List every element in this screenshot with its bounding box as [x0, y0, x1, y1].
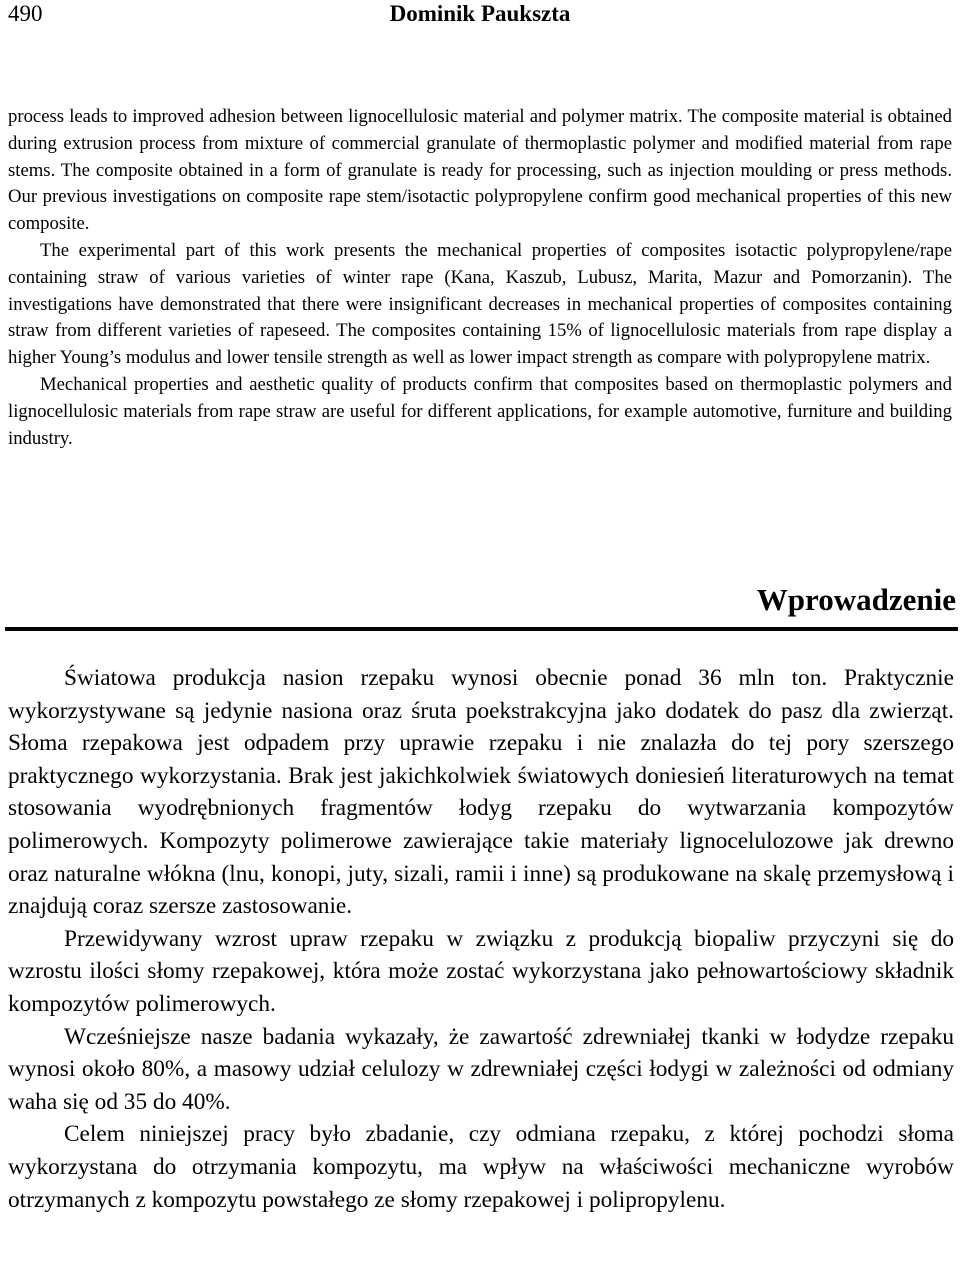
body-paragraph-3: Wcześniejsze nasze badania wykazały, że zawartość zdrewniałej tkanki w łodydze rzepaku wynosi około 80%, a masowy udział celulozy w zdrewniałej części łodygi w zależności od odmiany waha się od 35 do 40%.: [8, 1023, 954, 1115]
introduction-body: [8, 662, 954, 1216]
english-abstract: [8, 104, 952, 452]
abstract-paragraph-3: Mechanical properties and aesthetic quality of products confirm that composites based on thermoplastic polymers and lignocellulosic materials from rape straw are useful for different applications, for example automotive, furniture and building industry.: [8, 373, 952, 449]
section-heading: Wprowadzenie: [756, 582, 956, 617]
page-number: 490: [8, 1, 43, 26]
running-head-author: Dominik Paukszta: [389, 1, 571, 26]
heading-rule: [5, 627, 958, 631]
body-paragraph-2: Przewidywany wzrost upraw rzepaku w związku z produkcją biopaliw przyczyni się do wzrostu ilości słomy rzepakowej, która może zostać wykorzystana jako pełnowartościowy składnik kompozytów polimerowych.: [8, 925, 954, 1017]
body-paragraph-4: Celem niniejszej pracy było zbadanie, czy odmiana rzepaku, z której pochodzi słoma wykorzystana do otrzymania kompozytu, ma wpływ na właściwości mechaniczne wyrobów otrzymanych z kompozytu powstałego ze słomy rzepakowej i polipropylenu.: [8, 1121, 954, 1213]
running-header: [8, 0, 952, 30]
abstract-paragraph-1: process leads to improved adhesion between lignocellulosic material and polymer matrix. The composite material is obtained during extrusion process from mixture of commercial granulate of thermoplastic polymer and modified material from rape stems. The composite obtained in a form of granulate is ready for processing, such as injection moulding or press methods. Our previous investigations on composite rape stem/isotactic polypropylene confirm good mechanical properties of this new composite.: [8, 106, 952, 235]
body-paragraph-1: Światowa produkcja nasion rzepaku wynosi obecnie ponad 36 mln ton. Praktycznie wykorzystywane są jedynie nasiona oraz śruta poekstrakcyjna jako dodatek do pasz dla zwierząt. Słoma rzepakowa jest odpadem przy uprawie rzepaku i nie znalazła do tej pory szerszego praktycznego wykorzystania. Brak jest jakichkolwiek światowych doniesień literaturowych na temat stosowania wyodrębnionych fragmentów łodyg rzepaku do wytwarzania kompozytów polimerowych. Kompozyty polimerowe zawierające takie materiały lignocelulozowe jak drewno oraz naturalne włókna (lnu, konopi, juty, sizali, ramii i inne) są produkowane na skalę przemysłową i znajdują coraz szersze zastosowanie.: [8, 665, 954, 920]
abstract-paragraph-2: The experimental part of this work presents the mechanical properties of composites isotactic polypropylene/rape containing straw of various varieties of winter rape (Kana, Kaszub, Lubusz, Marita, Mazur and Pomorzanin). The investigations have demonstrated that there were insignificant decreases in mechanical properties of composites containing straw from different varieties of rapeseed. The composites containing 15% of lignocellulosic materials from rape display a higher Young’s modulus and lower tensile strength as well as lower impact strength as compare with polypropylene matrix.: [8, 239, 952, 369]
